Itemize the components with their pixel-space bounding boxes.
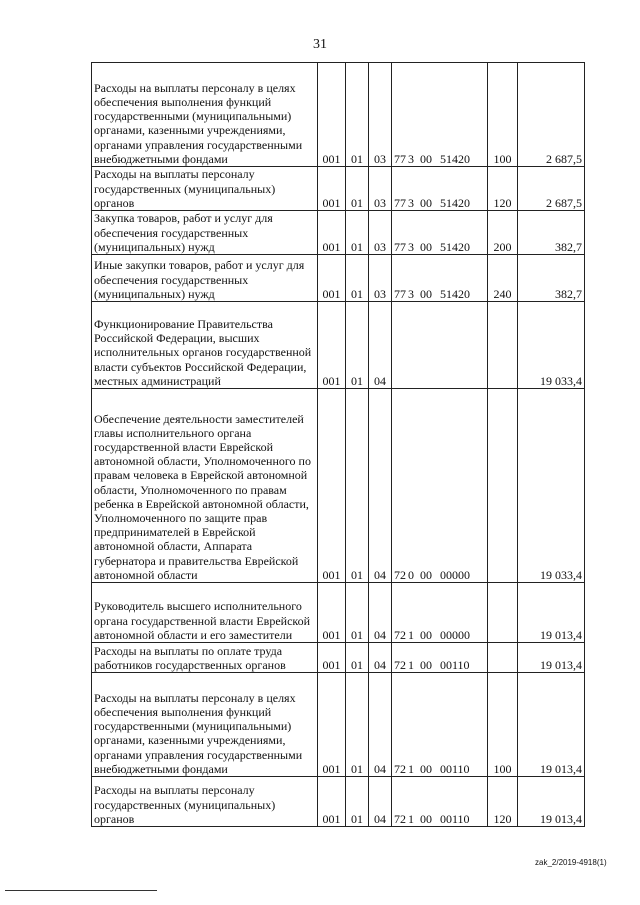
- cell-vr: 120: [488, 167, 518, 211]
- table-row: [92, 673, 585, 777]
- row-description: Расходы на выплаты персоналу в целях обеспечения выполнения функций государственными (муниципальными) органами, казенными учреждениями, органами управления государственными внебюджетными фондами: [92, 63, 318, 167]
- cell-rz: 01: [346, 211, 369, 255]
- row-description: Руководитель высшего исполнительного органа государственной власти Еврейской автономной области и его заместители: [92, 583, 318, 643]
- cell-vr: [488, 389, 518, 583]
- cell-pr: 03: [369, 255, 392, 302]
- table-row: [92, 211, 585, 255]
- cell-ved: 001: [318, 167, 346, 211]
- row-description: Закупка товаров, работ и услуг для обеспечения государственных (муниципальных) нужд: [92, 211, 318, 255]
- table-row: [92, 302, 585, 389]
- cell-rz: 01: [346, 643, 369, 673]
- cell-csr: 72 1 00 00110: [392, 673, 488, 777]
- row-description: Иные закупки товаров, работ и услуг для обеспечения государственных (муниципальных) нужд: [92, 255, 318, 302]
- cell-csr: [392, 302, 488, 389]
- cell-rz: 01: [346, 255, 369, 302]
- cell-ved: 001: [318, 63, 346, 167]
- cell-rz: 01: [346, 389, 369, 583]
- cell-ved: 001: [318, 389, 346, 583]
- cell-csr: 77 3 00 51420: [392, 63, 488, 167]
- cell-pr: 04: [369, 777, 392, 827]
- cell-pr: 04: [369, 302, 392, 389]
- cell-ved: 001: [318, 777, 346, 827]
- cell-pr: 04: [369, 643, 392, 673]
- cell-rz: 01: [346, 673, 369, 777]
- table-row: [92, 583, 585, 643]
- cell-amount: 19 013,4: [518, 673, 585, 777]
- table-row: [92, 167, 585, 211]
- cell-csr: 72 1 00 00110: [392, 643, 488, 673]
- cell-ved: 001: [318, 211, 346, 255]
- cell-csr: 77 3 00 51420: [392, 211, 488, 255]
- cell-vr: 100: [488, 673, 518, 777]
- cell-vr: [488, 643, 518, 673]
- cell-vr: 200: [488, 211, 518, 255]
- row-description: Функционирование Правительства Российской Федерации, высших исполнительных органов государственной власти субъектов Российской Федерации, местных администраций: [92, 302, 318, 389]
- row-description: Расходы на выплаты персоналу в целях обеспечения выполнения функций государственными (муниципальными) органами, казенными учреждениями, органами управления государственными внебюджетными фондами: [92, 673, 318, 777]
- budget-table: [91, 62, 585, 827]
- row-description: Расходы на выплаты по оплате труда работников государственных органов: [92, 643, 318, 673]
- table-row: [92, 389, 585, 583]
- cell-csr: 77 3 00 51420: [392, 167, 488, 211]
- cell-amount: 19 033,4: [518, 389, 585, 583]
- cell-ved: 001: [318, 302, 346, 389]
- cell-amount: 19 013,4: [518, 643, 585, 673]
- cell-amount: 2 687,5: [518, 167, 585, 211]
- cell-csr: 72 0 00 00000: [392, 389, 488, 583]
- cell-vr: 120: [488, 777, 518, 827]
- footer-divider: [5, 890, 157, 891]
- table-row: [92, 63, 585, 167]
- cell-pr: 04: [369, 583, 392, 643]
- cell-amount: 19 013,4: [518, 777, 585, 827]
- row-description: Расходы на выплаты персоналу государственных (муниципальных) органов: [92, 777, 318, 827]
- cell-csr: 72 1 00 00000: [392, 583, 488, 643]
- cell-ved: 001: [318, 643, 346, 673]
- cell-rz: 01: [346, 167, 369, 211]
- cell-amount: 382,7: [518, 255, 585, 302]
- cell-ved: 001: [318, 255, 346, 302]
- cell-rz: 01: [346, 583, 369, 643]
- page-number: 31: [313, 37, 327, 52]
- cell-amount: 382,7: [518, 211, 585, 255]
- table-body: [92, 63, 585, 827]
- cell-rz: 01: [346, 302, 369, 389]
- cell-vr: [488, 583, 518, 643]
- cell-rz: 01: [346, 63, 369, 167]
- cell-csr: 77 3 00 51420: [392, 255, 488, 302]
- cell-rz: 01: [346, 777, 369, 827]
- table-row: [92, 255, 585, 302]
- table-row: [92, 777, 585, 827]
- cell-pr: 03: [369, 211, 392, 255]
- cell-amount: 19 013,4: [518, 583, 585, 643]
- cell-ved: 001: [318, 673, 346, 777]
- document-code: zak_2/2019-4918(1): [535, 858, 607, 867]
- cell-csr: 72 1 00 00110: [392, 777, 488, 827]
- cell-pr: 04: [369, 389, 392, 583]
- cell-amount: 19 033,4: [518, 302, 585, 389]
- row-description: Обеспечение деятельности заместителей главы исполнительного органа государственной власти Еврейской автономной области, Уполномоченного по правам человека в Еврейской автономной области, Уполномоченного по правам ребенка в Еврейской автономной области, Уполномоченного по защите прав предпринимателей в Еврейской автономной области, Аппарата губернатора и правительства Еврейской автономной области: [92, 389, 318, 583]
- cell-amount: 2 687,5: [518, 63, 585, 167]
- cell-vr: 240: [488, 255, 518, 302]
- cell-vr: [488, 302, 518, 389]
- table-row: [92, 643, 585, 673]
- cell-ved: 001: [318, 583, 346, 643]
- cell-pr: 03: [369, 167, 392, 211]
- cell-pr: 04: [369, 673, 392, 777]
- cell-pr: 03: [369, 63, 392, 167]
- row-description: Расходы на выплаты персоналу государственных (муниципальных) органов: [92, 167, 318, 211]
- cell-vr: 100: [488, 63, 518, 167]
